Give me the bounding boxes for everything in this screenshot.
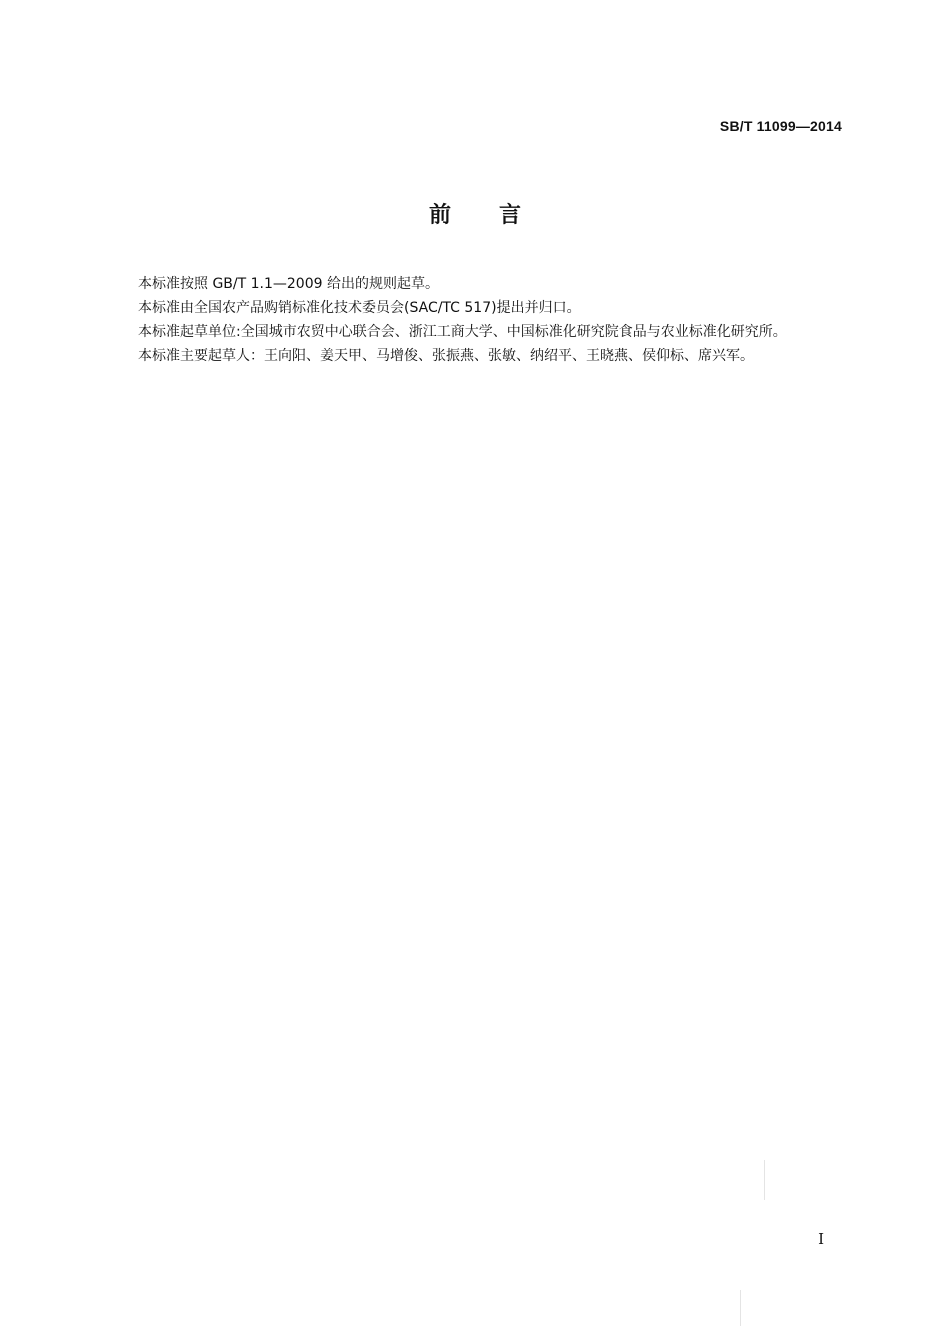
scan-artifact-line <box>764 1160 765 1200</box>
page-number: I <box>818 1230 824 1248</box>
page-title: 前言 <box>428 203 569 228</box>
paragraph-drafting-units: 本标准起草单位:全国城市农贸中心联合会、浙江工商大学、中国标准化研究院食品与农业标准化研究所。 <box>138 324 787 340</box>
body-text <box>110 272 842 368</box>
document-code: SB/T 11099—2014 <box>719 118 842 134</box>
paragraph-drafters: 本标准主要起草人：王向阳、姜天甲、马增俊、张振燕、张敏、纳绍平、王晓燕、侯仰标、席兴军。 <box>138 348 754 364</box>
paragraph-proposer: 本标准由全国农产品购销标准化技术委员会(SAC/TC 517)提出并归口。 <box>138 300 581 316</box>
paragraph-drafting-rules: 本标准按照 GB/T 1.1—2009 给出的规则起草。 <box>138 276 439 292</box>
scan-artifact-line <box>740 1290 741 1326</box>
